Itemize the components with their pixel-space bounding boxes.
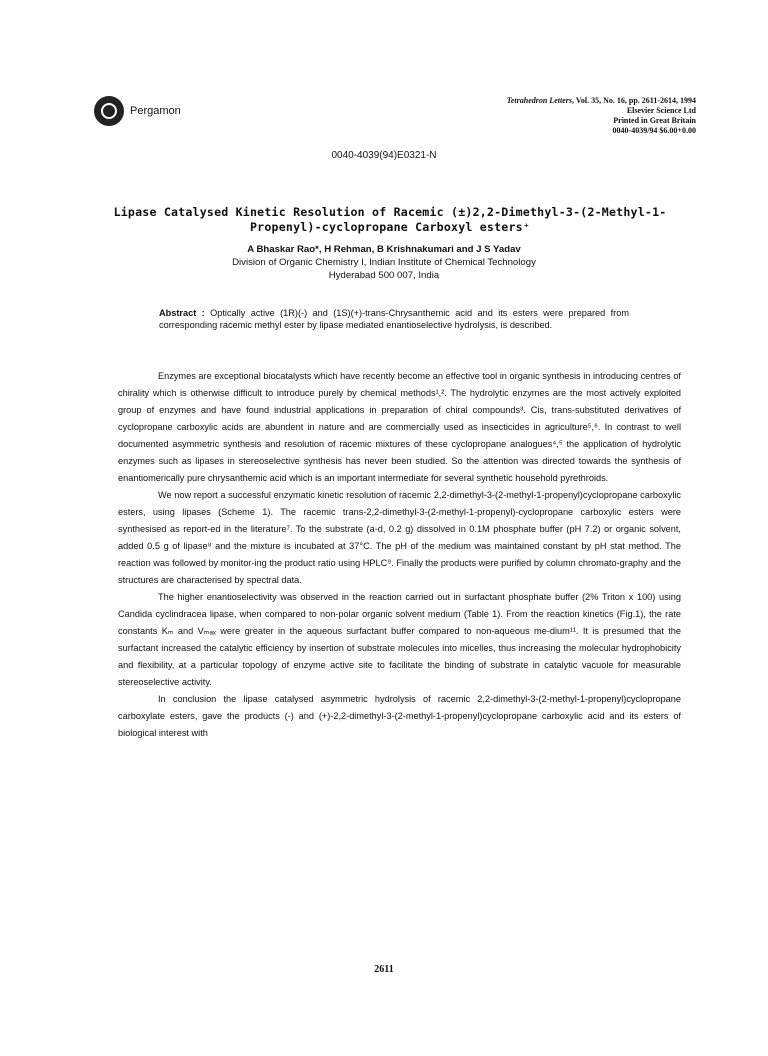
body-text [118, 368, 681, 742]
author-affiliation: Division of Organic Chemistry I, Indian Institute of Chemical Technology [232, 257, 536, 268]
paragraph: We now report a successful enzymatic kinetic resolution of racemic 2,2-dimethyl-3-(2-methyl-1-propenyl)cyclopropane carboxylic esters, using lipases (Scheme 1). The racemic trans-2,2-dimethyl-3-(2-methyl-1-propenyl)-cyclopropane carboxylic esters were synthesised as report-ed in the literature⁷. To the substrate (a-d, 0.2 g) dissolved in 0.1M phosphate buffer (pH 7.2) or organic solvent, added 0.5 g of lipase⁸ and the mixture is incubated at 37°C. The pH of the medium was maintained constant by pH stat method. The reaction was followed by monitor-ing the product ratio using HPLC⁹. Finally the products were purified by column chromato-graphy and the structures are characterised by spectral data. [118, 490, 681, 585]
journal-printed: Printed in Great Britain [613, 116, 696, 125]
journal-publisher: Elsevier Science Ltd [626, 106, 696, 115]
paragraph: The higher enantioselectivity was observed in the reaction carried out in surfactant phosphate buffer (2% Triton x 100) using Candida cyclindracea lipase, when compared to non-polar organic solvent medium (Table 1). From the reaction kinetics (Fig.1), the rate constants Kₘ and Vₘₐₓ were greater in the aqueous surfactant buffer compared to non-aqueous me-dium¹¹. It is presumed that the surfactant increased the catalytic efficiency by insertion of substrate molecules into micelles, thus increasing the molecular hydrophobicity and flexibility, at a particular topology of enzyme active site to facilitate the binding of substrate in catalytic vacuole for measurable stereoselective activity. [118, 592, 681, 687]
abstract-label: Abstract : [159, 308, 205, 318]
article-doi: 0040-4039(94)E0321-N [331, 150, 437, 161]
publisher-name: Pergamon [130, 105, 181, 117]
paper-title: Lipase Catalysed Kinetic Resolution of Racemic (±)2,2-Dimethyl-3-(2-Methyl-1-Propenyl)-cyclopropane Carboxyl esters⁺ [113, 205, 667, 234]
paragraph: Enzymes are exceptional biocatalysts which have recently become an effective tool in organic synthesis in introducing centres of chirality which is otherwise difficult to introduce purely by chemical methods¹,². The hydrolytic enzymes are the most actively exploited group of enzymes and have found industrial applications in preparation of chiral compounds³. Cis, trans-substituted derivatives of cyclopropane carboxylic acids are abundent in nature and are commercially used as insecticides in agriculture⁵,⁶. In contrast to well documented asymmetric synthesis and resolution of racemic mixtures of these cyclopropane analogues⁴,⁵ the application of hydrolytic enzymes such as lipases in stereoselective synthesis has never been studied. So the attention was directed towards the synthesis of enantiomerically pure chrysanthemic acid which is an important intermediate for several synthetic household pyrethroids. [118, 371, 681, 483]
journal-info [507, 96, 696, 136]
author-names: A Bhaskar Rao*, H Rehman, B Krishnakumari and J S Yadav [247, 244, 521, 255]
abstract [159, 307, 629, 331]
page-number: 2611 [374, 964, 394, 975]
pergamon-emblem-icon [94, 96, 124, 126]
abstract-text: Optically active (1R)(-) and (1S)(+)-trans-Chrysanthemic acid and its esters were prepared from corresponding racemic methyl ester by lipase mediated enantioselective hydrolysis, is described. [159, 308, 629, 330]
author-address: Hyderabad 500 007, India [328, 270, 440, 281]
paragraph: In conclusion the lipase catalysed asymmetric hydrolysis of racemic 2,2-dimethyl-3-(2-methyl-1-propenyl)cyclopropane carboxylate esters, gave the products (-) and (+)-2,2-dimethyl-3-(2-methyl-1-propenyl)cyclopropane carboxylic acid and its esters of biological interest with [118, 694, 681, 738]
journal-price: 0040-4039/94 $6.00+0.00 [612, 126, 696, 135]
author-block [0, 243, 768, 282]
publisher-logo [94, 96, 181, 126]
journal-volume: , Vol. 35, No. 16, pp. 2611-2614, 1994 [571, 96, 696, 105]
journal-name: Tetrahedron Letters [506, 96, 572, 105]
